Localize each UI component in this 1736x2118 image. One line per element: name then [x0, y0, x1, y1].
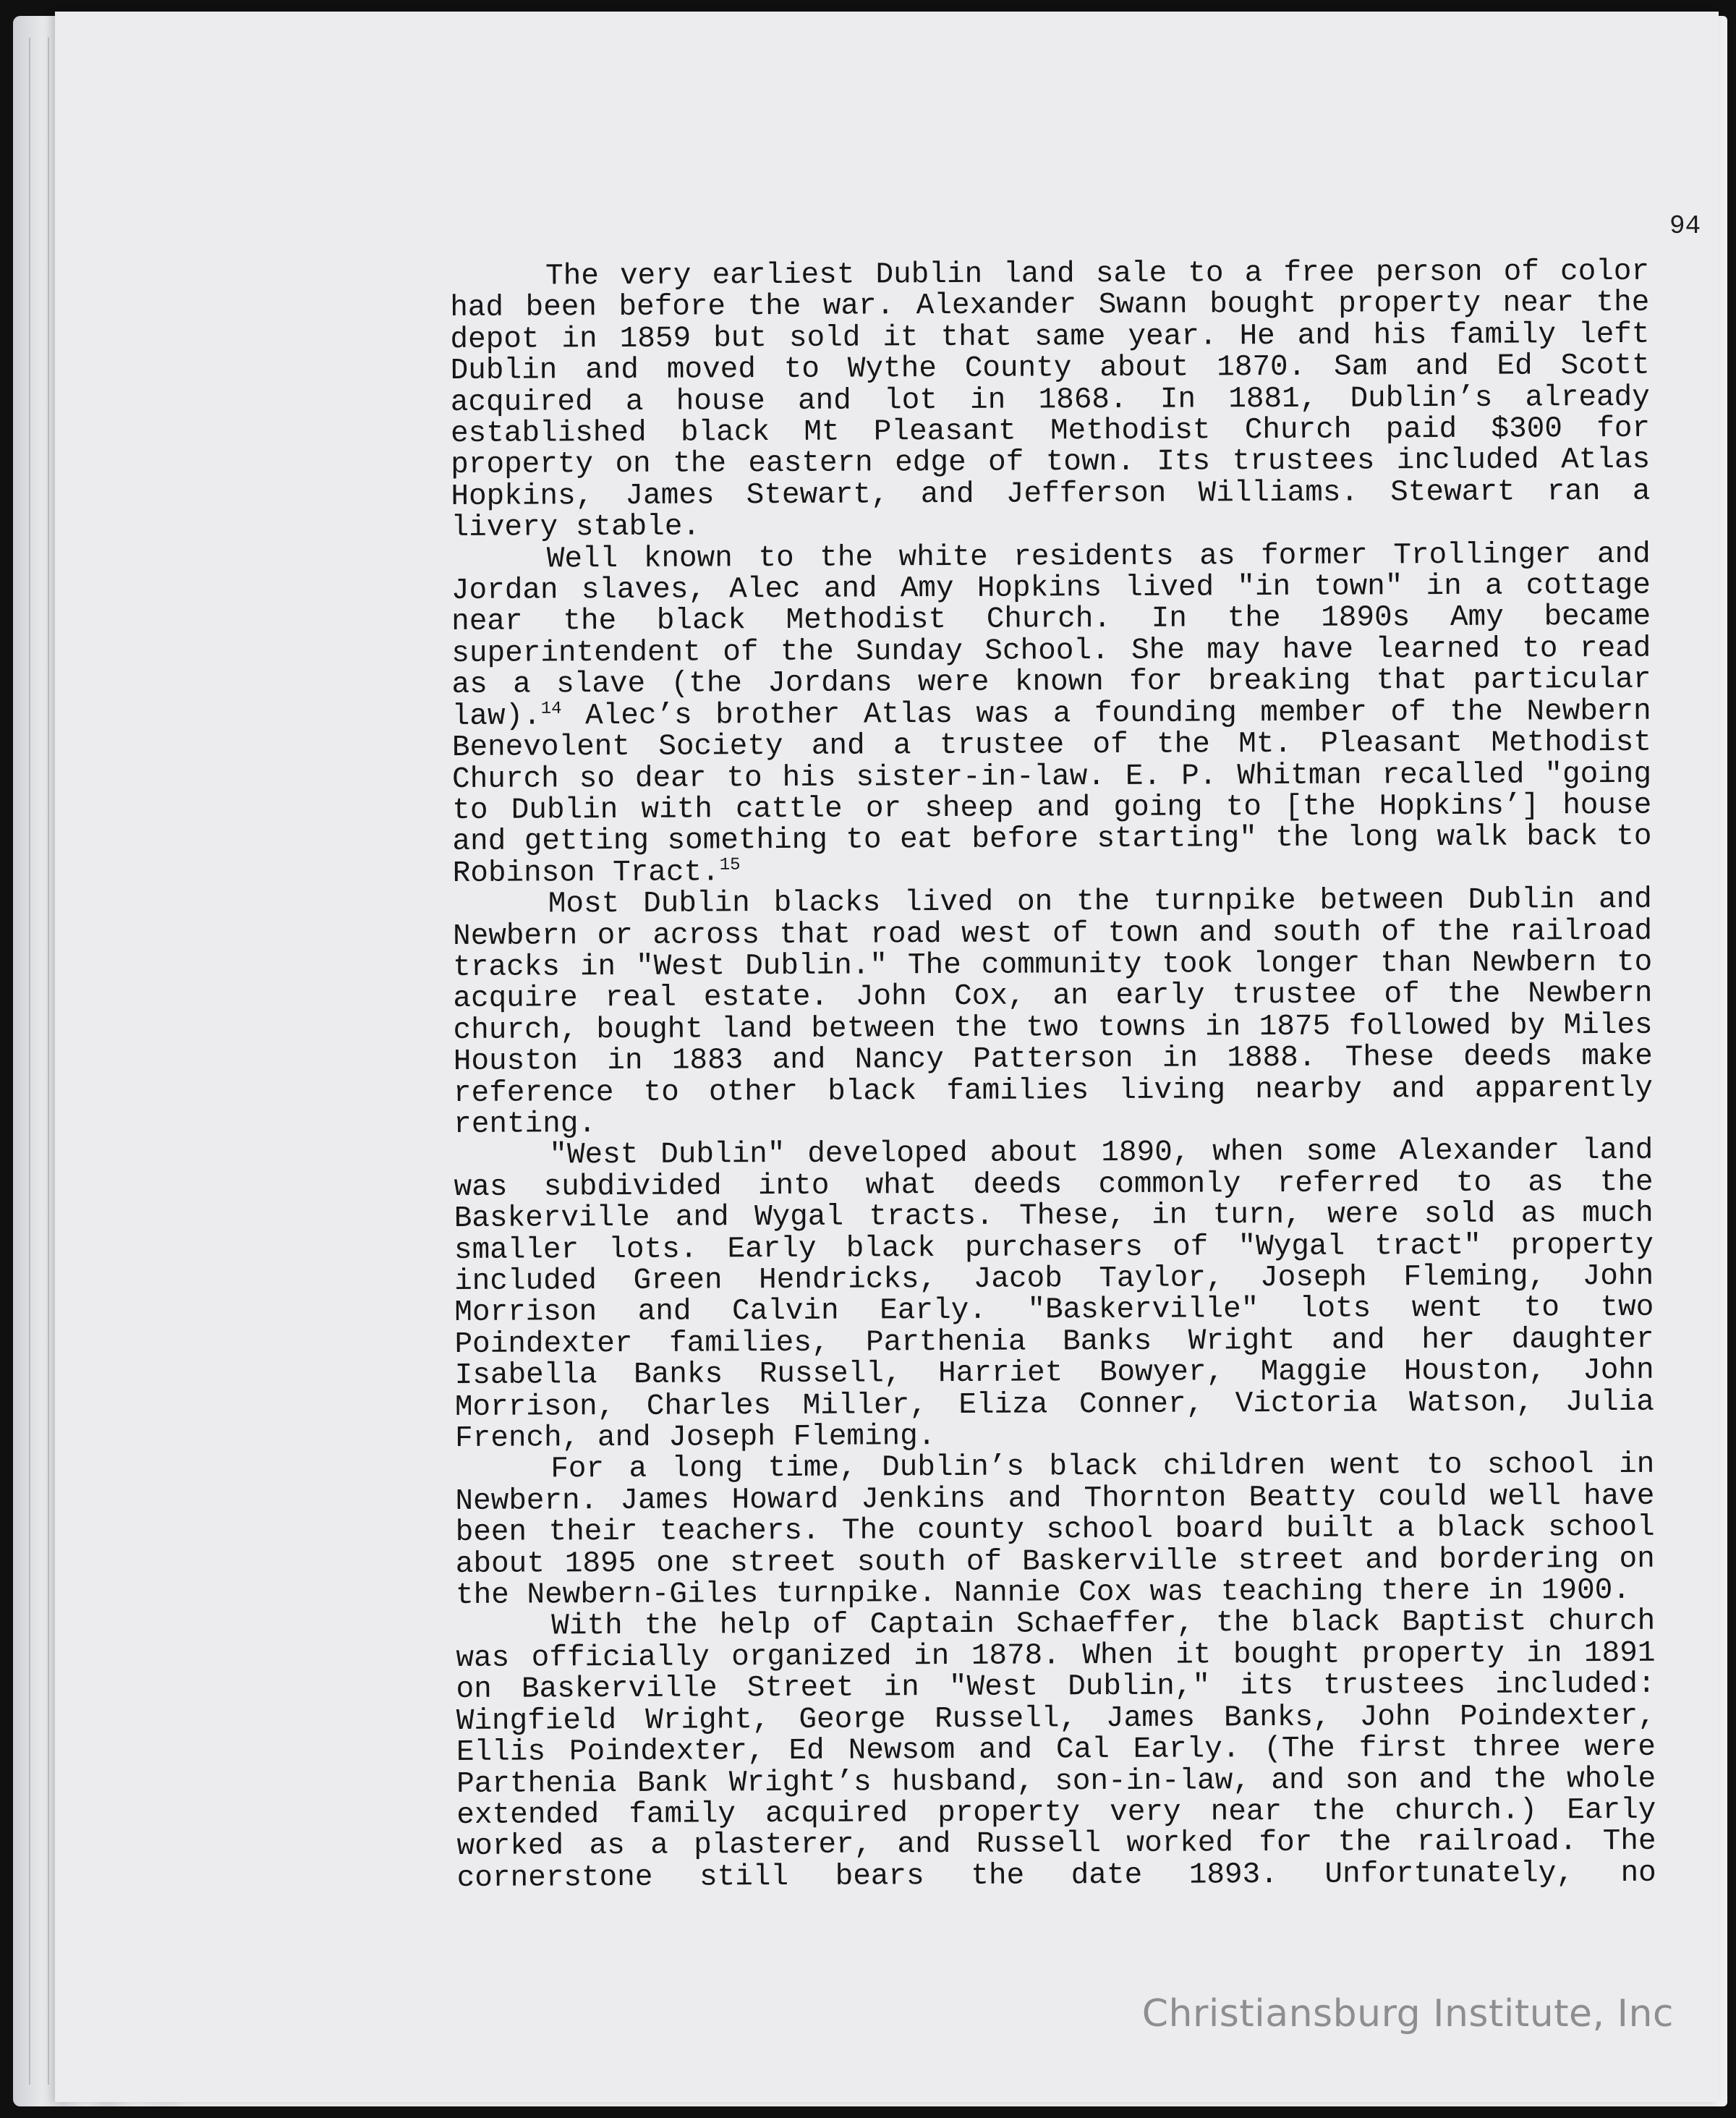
paragraph: For a long time, Dublin’s black children went to school in Newbern. James Howard Jenkins and Thornton Beatty could well have been their teachers. The county school board built a black school about 1895 one street south of Baskerville street and bordering on the Newbern-Giles turnpike. Nannie Cox was teaching there in 1900. — [455, 1448, 1655, 1613]
paragraph-text: Well known to the white residents as former Trollinger and Jordan slaves, Alec and Amy Hopkins lived "in town" in a cottage near the black Methodist Church. In the 1890s Amy became superintendent of the Sunday School. She may have learned to read as a slave (the Jordans were known for breaking that particular law). — [451, 537, 1651, 733]
paragraph: Most Dublin blacks lived on the turnpike between Dublin and Newbern or across that road west of town and south of the railroad tracks in "West Dublin." The community took longer than Newbern to acquire real estate. John Cox, an early trustee of the Newbern church, bought land between the two towns in 1875 followed by Miles Houston in 1883 and Nancy Patterson in 1888. These deeds make reference to other black families living nearby and apparently renting. — [452, 882, 1654, 1141]
watermark: Christiansburg Institute, Inc — [1141, 1992, 1674, 2036]
body-text — [450, 257, 1656, 1894]
page-number: 94 — [1669, 211, 1701, 241]
paragraph: "West Dublin" developed about 1890, when some Alexander land was subdivided into what deeds commonly referred to as the Baskerville and Wygal tracts. These, in turn, were sold as much smaller lots. Early black purchasers of "Wygal tract" property included Green Hendricks, Jacob Taylor, Joseph Fleming, John Morrison and Calvin Early. "Baskerville" lots went to two Poindexter families, Parthenia Banks Wright and her daughter Isabella Banks Russell, Harriet Bowyer, Maggie Houston, John Morrison, Charles Miller, Eliza Conner, Victoria Watson, Julia French, and Joseph Fleming. — [454, 1134, 1654, 1456]
paragraph: With the help of Captain Schaeffer, the black Baptist church was officially organized in 1878. When it bought property in 1891 on Baskerville Street in "West Dublin," its trustees included: Wingfield Wright, George Russell, James Banks, John Poindexter, Ellis Poindexter, Ed Newsom and Cal Early. (The first three were Parthenia Bank Wright’s husband, son-in-law, and son and the whole extended family acquired property very near the church.) Early worked as a plasterer, and Russell worked for the railroad. The cornerstone still bears the date 1893. Unfortunately, no — [456, 1605, 1656, 1895]
paragraph: The very earliest Dublin land sale to a free person of color had been before the war. Alexander Swann bought property near the depot in 1859 but sold it that same year. He and his family left Dublin and moved to Wythe County about 1870. Sam and Ed Scott acquired a house and lot in 1868. In 1881, Dublin’s already established black Mt Pleasant Methodist Church paid $300 for property on the eastern edge of town. Its trustees included Atlas Hopkins, James Stewart, and Jefferson Williams. Stewart ran a livery stable. — [450, 255, 1651, 545]
page-edge — [29, 38, 30, 2085]
footnote-ref: 14 — [540, 699, 562, 719]
page-edge — [48, 38, 49, 2085]
paragraph — [451, 539, 1652, 890]
footnote-ref: 15 — [719, 855, 741, 875]
paragraph-text: Alec’s brother Atlas was a founding member of the Newbern Benevolent Society and a trustee of the Mt. Pleasant Methodist Church so dear to his sister-in-law. E. P. Whitman recalled "going to Dublin with cattle or sheep and going to [the Hopkins’] house and getting something to eat before starting" the long walk back to Robinson Tract. — [451, 694, 1652, 890]
